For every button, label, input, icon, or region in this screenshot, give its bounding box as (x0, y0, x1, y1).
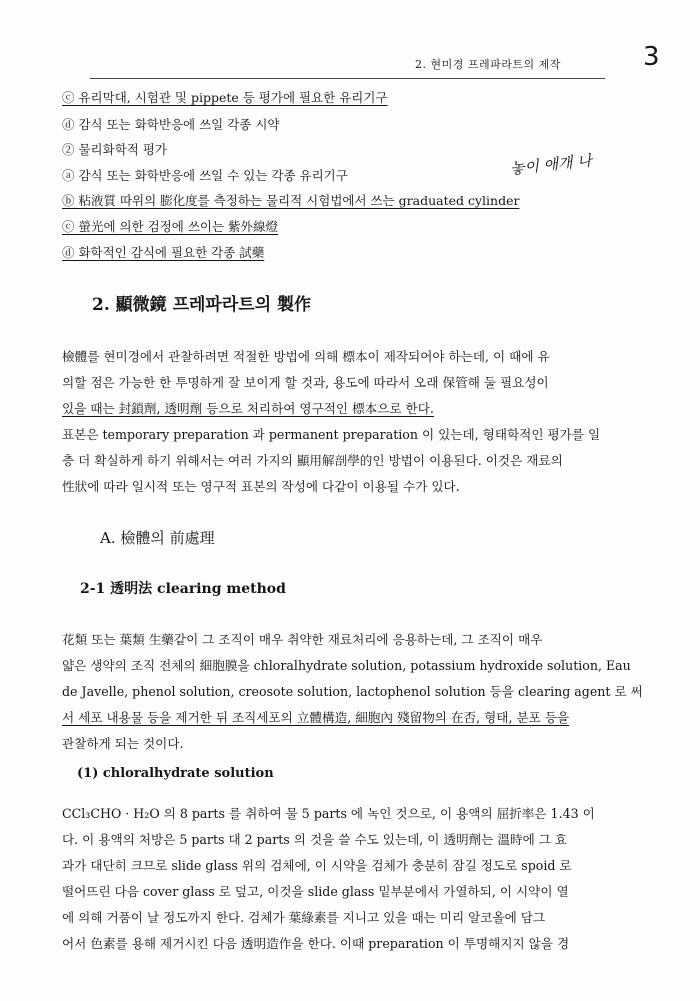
list-item: ⓑ 粘液質 따위의 膨化度를 측정하는 물리적 시험법에서 쓰는 graduated cylinder (62, 193, 520, 208)
paragraph-line: CCl₃CHO · H₂O 의 8 parts 를 취하여 물 5 parts 에 녹인 것으로, 이 용액의 屈折率은 1.43 이 (62, 806, 595, 821)
paragraph-line: 에 의해 거품이 날 정도까지 한다. 검체가 葉綠素를 지니고 있을 때는 미리 알코올에 담그 (62, 910, 546, 925)
paragraph-line: 얇은 생약의 조직 전체의 細胞膜을 chloralhydrate solution, potassium hydroxide solution, Eau (62, 658, 631, 673)
list-item: ⓓ 화학적인 감식에 필요한 각종 試藥 (62, 245, 265, 260)
paragraph-line: 표본은 temporary preparation 과 permanent preparation 이 있는데, 형태학적인 평가를 일 (62, 427, 601, 442)
paragraph-line: 과가 대단히 크므로 slide glass 위의 검체에, 이 시약을 검체가 충분히 잠길 정도로 spoid 로 (62, 858, 572, 873)
paragraph-line: 花類 또는 葉類 生藥같이 그 조직이 매우 취약한 재료처리에 응용하는데, 그 조직이 매우 (62, 632, 543, 647)
paragraph-line: 檢體를 현미경에서 관찰하려면 적절한 방법에 의해 標本이 제작되어야 하는데, 이 때에 유 (62, 349, 550, 364)
paragraph-line: 관찰하게 되는 것이다. (62, 736, 184, 751)
subsection-heading-2-1: 2-1 透明法 clearing method (80, 581, 286, 597)
paragraph-line: de Javelle, phenol solution, creosote solution, lactophenol solution 등을 clearing agent 로 써 (62, 684, 643, 699)
list-item: ⓓ 감식 또는 화학반응에 쓰일 각종 시약 (62, 117, 280, 132)
paragraph-line: 어서 色素를 용해 제거시킨 다음 透明造作을 한다. 이때 preparation 이 투명해지지 않을 경 (62, 936, 570, 951)
list-item: ⓒ 유리막대, 시험관 및 pippete 등 평가에 필요한 유리기구 (62, 90, 388, 105)
subsection-heading-1: (1) chloralhydrate solution (77, 766, 274, 781)
paragraph-line: 층 더 확실하게 하기 위해서는 여러 가지의 顯用解剖學的인 방법이 이용된다. 이것은 재료의 (62, 453, 563, 468)
paragraph-line: 의할 점은 가능한 한 투명하게 잘 보이게 할 것과, 용도에 따라서 오래 保管해 둘 필요성이 (62, 375, 549, 390)
page-number-handwritten: 3 (643, 42, 660, 72)
handwritten-annotation: 놓이 애개 나 (509, 151, 593, 178)
subsection-heading-a: A. 檢體의 前處理 (100, 529, 215, 547)
running-header: 2. 현미경 프레파라트의 제작 (415, 58, 561, 71)
list-item: ② 물리화학적 평가 (62, 142, 167, 157)
paragraph-line: 있을 때는 封鎖劑, 透明劑 등으로 처리하여 영구적인 標本으로 한다. (62, 401, 434, 416)
list-item: ⓐ 감식 또는 화학반응에 쓰일 수 있는 각종 유리기구 (62, 168, 348, 183)
paragraph-line: 性狀에 따라 일시적 또는 영구적 표본의 작성에 다같이 이용될 수가 있다. (62, 479, 460, 494)
paragraph-line: 다. 이 용액의 처방은 5 parts 대 2 parts 의 것을 쓸 수도 있는데, 이 透明劑는 溫時에 그 효 (62, 832, 568, 847)
section-title: 2. 顯微鏡 프레파라트의 製作 (92, 295, 312, 315)
list-item: ⓒ 螢光에 의한 검정에 쓰이는 紫外線燈 (62, 219, 279, 234)
paragraph-line: 떨어뜨린 다음 cover glass 로 덮고, 이것을 slide glass 밑부분에서 가열하되, 이 시약이 열 (62, 884, 569, 899)
paragraph-line: 서 세포 내용물 등을 제거한 뒤 조직세포의 立體構造, 細胞內 殘留物의 在否, 형태, 분포 등을 (62, 710, 570, 725)
header-rule (90, 78, 605, 79)
